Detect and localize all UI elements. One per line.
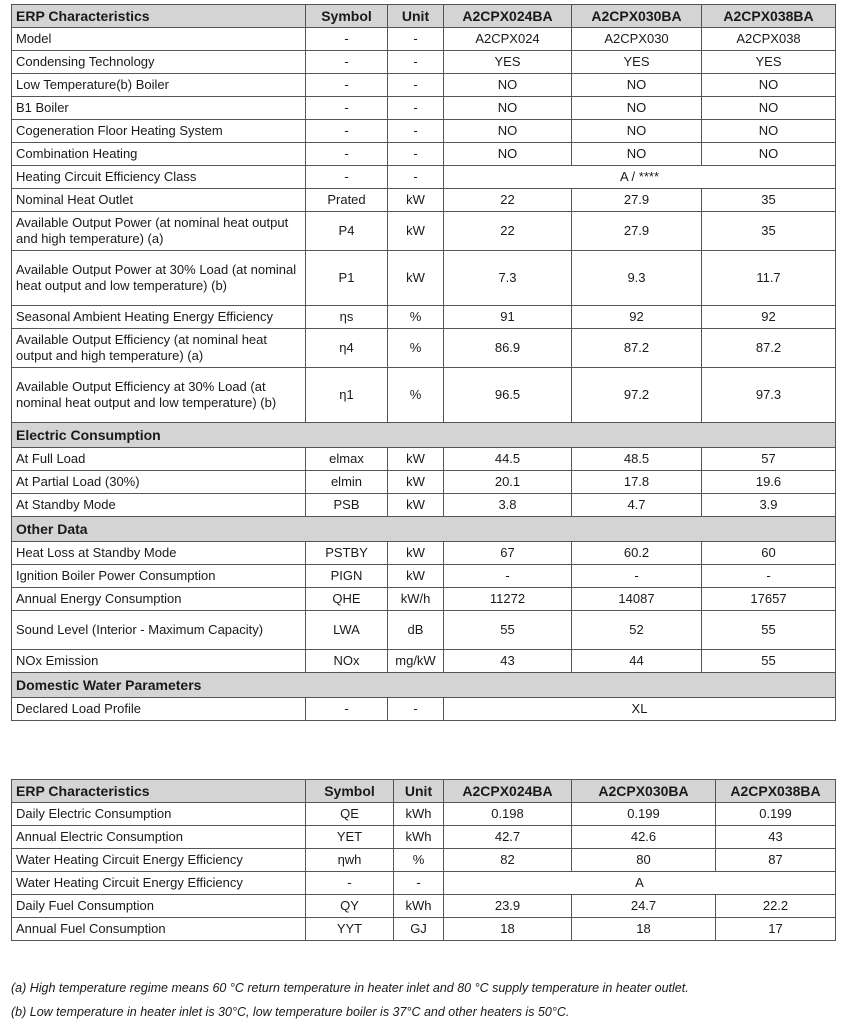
model-value: 55 xyxy=(702,650,836,673)
row-label: Available Output Efficiency at 30% Load (at nominal heat output and low temperature) (b) xyxy=(12,368,306,423)
column-header: A2CPX030BA xyxy=(572,780,716,803)
footnotes xyxy=(11,976,851,1024)
model-value: 20.1 xyxy=(444,471,572,494)
row-unit: kW xyxy=(388,448,444,471)
row-symbol: P1 xyxy=(306,251,388,306)
row-symbol: LWA xyxy=(306,611,388,650)
model-value: NO xyxy=(702,74,836,97)
row-unit: % xyxy=(388,329,444,368)
row-unit: - xyxy=(388,74,444,97)
table-row xyxy=(12,588,836,611)
table-row xyxy=(12,448,836,471)
model-value: YES xyxy=(702,51,836,74)
model-value: 3.9 xyxy=(702,494,836,517)
water-heating-erp-table xyxy=(11,779,836,941)
model-value: YES xyxy=(444,51,572,74)
model-value: 7.3 xyxy=(444,251,572,306)
row-unit: mg/kW xyxy=(388,650,444,673)
model-value: NO xyxy=(702,120,836,143)
row-symbol: YET xyxy=(306,826,394,849)
model-value: 52 xyxy=(572,611,702,650)
column-header: Symbol xyxy=(306,780,394,803)
row-symbol: PSB xyxy=(306,494,388,517)
row-label: Sound Level (Interior - Maximum Capacity) xyxy=(12,611,306,650)
model-value: NO xyxy=(444,97,572,120)
row-label: At Standby Mode xyxy=(12,494,306,517)
table-row xyxy=(12,329,836,368)
row-unit: kW xyxy=(388,471,444,494)
table-row xyxy=(12,895,836,918)
row-symbol: - xyxy=(306,28,388,51)
model-value: 35 xyxy=(702,212,836,251)
row-label: Nominal Heat Outlet xyxy=(12,189,306,212)
model-value: A2CPX038 xyxy=(702,28,836,51)
row-label: Annual Electric Consumption xyxy=(12,826,306,849)
row-label: At Partial Load (30%) xyxy=(12,471,306,494)
row-label: At Full Load xyxy=(12,448,306,471)
row-unit: kW xyxy=(388,189,444,212)
table-row xyxy=(12,542,836,565)
row-label: Available Output Power (at nominal heat output and high temperature) (a) xyxy=(12,212,306,251)
model-value: 22 xyxy=(444,189,572,212)
model-value: 43 xyxy=(716,826,836,849)
row-unit: GJ xyxy=(394,918,444,941)
row-label: Model xyxy=(12,28,306,51)
table-row xyxy=(12,872,836,895)
table-row xyxy=(12,251,836,306)
row-symbol: PIGN xyxy=(306,565,388,588)
row-unit: - xyxy=(388,51,444,74)
model-value: - xyxy=(572,565,702,588)
model-value: 18 xyxy=(444,918,572,941)
section-title: Electric Consumption xyxy=(12,423,836,448)
model-value: 97.3 xyxy=(702,368,836,423)
model-value: 96.5 xyxy=(444,368,572,423)
row-unit: - xyxy=(388,28,444,51)
erp-characteristics-table xyxy=(11,4,836,721)
model-value: 87.2 xyxy=(572,329,702,368)
row-label: Combination Heating xyxy=(12,143,306,166)
model-value: 48.5 xyxy=(572,448,702,471)
model-value: 19.6 xyxy=(702,471,836,494)
row-unit: kWh xyxy=(394,826,444,849)
row-label: Ignition Boiler Power Consumption xyxy=(12,565,306,588)
model-value: NO xyxy=(572,120,702,143)
model-value: - xyxy=(702,565,836,588)
model-value: NO xyxy=(572,143,702,166)
row-symbol: NOx xyxy=(306,650,388,673)
model-value: 87.2 xyxy=(702,329,836,368)
table-row xyxy=(12,166,836,189)
model-value: A2CPX030 xyxy=(572,28,702,51)
table-row xyxy=(12,97,836,120)
row-label: Heating Circuit Efficiency Class xyxy=(12,166,306,189)
model-value: 11.7 xyxy=(702,251,836,306)
model-value: 80 xyxy=(572,849,716,872)
row-label: Daily Fuel Consumption xyxy=(12,895,306,918)
column-header: ERP Characteristics xyxy=(12,780,306,803)
table-row xyxy=(12,565,836,588)
model-value: 91 xyxy=(444,306,572,329)
row-label: Water Heating Circuit Energy Efficiency xyxy=(12,849,306,872)
row-symbol: - xyxy=(306,166,388,189)
model-value: NO xyxy=(702,143,836,166)
model-value: 57 xyxy=(702,448,836,471)
model-value: 67 xyxy=(444,542,572,565)
row-unit: % xyxy=(388,368,444,423)
row-unit: kW xyxy=(388,542,444,565)
model-value: 22 xyxy=(444,212,572,251)
row-symbol: - xyxy=(306,120,388,143)
model-value: NO xyxy=(444,143,572,166)
model-value: 0.199 xyxy=(572,803,716,826)
table-row xyxy=(12,918,836,941)
section-header-row xyxy=(12,423,836,448)
merged-value: A xyxy=(444,872,836,895)
model-value: 60.2 xyxy=(572,542,702,565)
row-symbol: YYT xyxy=(306,918,394,941)
model-value: NO xyxy=(702,97,836,120)
row-symbol: - xyxy=(306,97,388,120)
row-unit: kW/h xyxy=(388,588,444,611)
row-symbol: - xyxy=(306,74,388,97)
model-value: 55 xyxy=(444,611,572,650)
section-title: Other Data xyxy=(12,517,836,542)
column-header: A2CPX038BA xyxy=(716,780,836,803)
model-value: NO xyxy=(572,97,702,120)
row-unit: % xyxy=(388,306,444,329)
section-title: Domestic Water Parameters xyxy=(12,673,836,698)
row-label: Low Temperature(b) Boiler xyxy=(12,74,306,97)
table-row xyxy=(12,74,836,97)
table-row xyxy=(12,51,836,74)
model-value: 4.7 xyxy=(572,494,702,517)
model-value: 0.198 xyxy=(444,803,572,826)
column-header: A2CPX024BA xyxy=(444,5,572,28)
column-header: A2CPX038BA xyxy=(702,5,836,28)
row-label: Cogeneration Floor Heating System xyxy=(12,120,306,143)
table-row xyxy=(12,650,836,673)
model-value: YES xyxy=(572,51,702,74)
row-label: Declared Load Profile xyxy=(12,698,306,721)
model-value: 23.9 xyxy=(444,895,572,918)
table-row xyxy=(12,28,836,51)
row-unit: % xyxy=(394,849,444,872)
table-row xyxy=(12,826,836,849)
table-row xyxy=(12,306,836,329)
table-row xyxy=(12,212,836,251)
section-header-row xyxy=(12,517,836,542)
column-header: A2CPX024BA xyxy=(444,780,572,803)
model-value: 27.9 xyxy=(572,212,702,251)
merged-value: XL xyxy=(444,698,836,721)
model-value: NO xyxy=(572,74,702,97)
model-value: 55 xyxy=(702,611,836,650)
model-value: 14087 xyxy=(572,588,702,611)
model-value: 17657 xyxy=(702,588,836,611)
model-value: 18 xyxy=(572,918,716,941)
row-unit: kW xyxy=(388,212,444,251)
row-label: Available Output Power at 30% Load (at nominal heat output and low temperature) (b) xyxy=(12,251,306,306)
row-unit: dB xyxy=(388,611,444,650)
row-unit: - xyxy=(388,166,444,189)
row-unit: - xyxy=(388,143,444,166)
row-label: Available Output Efficiency (at nominal heat output and high temperature) (a) xyxy=(12,329,306,368)
row-symbol: - xyxy=(306,872,394,895)
model-value: 86.9 xyxy=(444,329,572,368)
row-unit: - xyxy=(394,872,444,895)
header-row xyxy=(12,5,836,28)
model-value: 22.2 xyxy=(716,895,836,918)
row-unit: - xyxy=(388,120,444,143)
row-symbol: Prated xyxy=(306,189,388,212)
row-unit: - xyxy=(388,97,444,120)
row-unit: kWh xyxy=(394,895,444,918)
model-value: 24.7 xyxy=(572,895,716,918)
column-header: A2CPX030BA xyxy=(572,5,702,28)
table-row xyxy=(12,189,836,212)
row-unit: kW xyxy=(388,494,444,517)
table-row xyxy=(12,494,836,517)
section-header-row xyxy=(12,673,836,698)
model-value: NO xyxy=(444,120,572,143)
table-row xyxy=(12,611,836,650)
row-label: B1 Boiler xyxy=(12,97,306,120)
row-symbol: - xyxy=(306,51,388,74)
model-value: 44.5 xyxy=(444,448,572,471)
row-symbol: - xyxy=(306,143,388,166)
model-value: 42.7 xyxy=(444,826,572,849)
row-symbol: elmax xyxy=(306,448,388,471)
model-value: NO xyxy=(444,74,572,97)
row-unit: - xyxy=(388,698,444,721)
row-label: NOx Emission xyxy=(12,650,306,673)
model-value: 82 xyxy=(444,849,572,872)
model-value: 42.6 xyxy=(572,826,716,849)
row-label: Condensing Technology xyxy=(12,51,306,74)
model-value: 17.8 xyxy=(572,471,702,494)
row-symbol: ηs xyxy=(306,306,388,329)
table-row xyxy=(12,849,836,872)
row-symbol: - xyxy=(306,698,388,721)
table-row xyxy=(12,120,836,143)
column-header: ERP Characteristics xyxy=(12,5,306,28)
table-row xyxy=(12,471,836,494)
model-value: 9.3 xyxy=(572,251,702,306)
row-unit: kW xyxy=(388,251,444,306)
model-value: A2CPX024 xyxy=(444,28,572,51)
row-label: Seasonal Ambient Heating Energy Efficiency xyxy=(12,306,306,329)
footnote-a: (a) High temperature regime means 60 °C return temperature in heater inlet and 80 °C supply temperature in heater outlet. xyxy=(11,981,689,995)
table-row xyxy=(12,803,836,826)
header-row xyxy=(12,780,836,803)
row-symbol: QY xyxy=(306,895,394,918)
model-value: 3.8 xyxy=(444,494,572,517)
row-symbol: PSTBY xyxy=(306,542,388,565)
row-symbol: P4 xyxy=(306,212,388,251)
row-symbol: elmin xyxy=(306,471,388,494)
model-value: 35 xyxy=(702,189,836,212)
row-symbol: QHE xyxy=(306,588,388,611)
model-value: - xyxy=(444,565,572,588)
row-symbol: η1 xyxy=(306,368,388,423)
table-row xyxy=(12,143,836,166)
footnote-b: (b) Low temperature in heater inlet is 30°C, low temperature boiler is 37°C and other heaters is 50°C. xyxy=(11,1005,570,1019)
model-value: 92 xyxy=(572,306,702,329)
row-symbol: QE xyxy=(306,803,394,826)
model-value: 60 xyxy=(702,542,836,565)
model-value: 17 xyxy=(716,918,836,941)
row-label: Annual Fuel Consumption xyxy=(12,918,306,941)
row-label: Annual Energy Consumption xyxy=(12,588,306,611)
model-value: 44 xyxy=(572,650,702,673)
table-row xyxy=(12,368,836,423)
column-header: Unit xyxy=(388,5,444,28)
column-header: Unit xyxy=(394,780,444,803)
row-label: Daily Electric Consumption xyxy=(12,803,306,826)
model-value: 43 xyxy=(444,650,572,673)
model-value: 0.199 xyxy=(716,803,836,826)
model-value: 87 xyxy=(716,849,836,872)
model-value: 97.2 xyxy=(572,368,702,423)
table-row xyxy=(12,698,836,721)
row-label: Water Heating Circuit Energy Efficiency xyxy=(12,872,306,895)
row-symbol: η4 xyxy=(306,329,388,368)
model-value: 27.9 xyxy=(572,189,702,212)
column-header: Symbol xyxy=(306,5,388,28)
model-value: 11272 xyxy=(444,588,572,611)
row-symbol: ηwh xyxy=(306,849,394,872)
model-value: 92 xyxy=(702,306,836,329)
row-label: Heat Loss at Standby Mode xyxy=(12,542,306,565)
row-unit: kWh xyxy=(394,803,444,826)
merged-value: A / **** xyxy=(444,166,836,189)
row-unit: kW xyxy=(388,565,444,588)
